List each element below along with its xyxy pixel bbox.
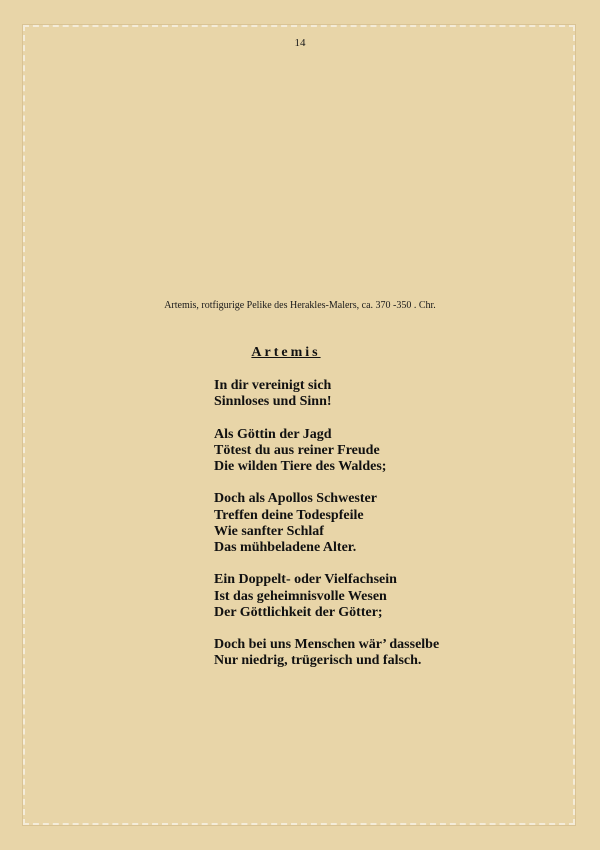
poem-line: Ist das geheimnisvolle Wesen xyxy=(214,588,387,604)
image-caption: Artemis, rotfigurige Pelike des Herakles-Malers, ca. 370 -350 . Chr. xyxy=(164,300,436,311)
poem-line: Die wilden Tiere des Waldes; xyxy=(214,459,387,474)
page-number: 14 xyxy=(294,37,306,49)
poem-line: Als Göttin der Jagd xyxy=(214,426,332,442)
poem-line: In dir vereinigt sich xyxy=(214,378,332,393)
poem-line: Tötest du aus reiner Freude xyxy=(214,442,380,458)
stanza xyxy=(214,378,439,410)
poem-line: Nur niedrig, trügerisch und falsch. xyxy=(214,653,422,669)
poem-line: Wie sanfter Schlaf xyxy=(214,523,324,539)
poem-line: Ein Doppelt- oder Vielfachsein xyxy=(214,572,397,588)
poem-line: Der Göttlichkeit der Götter; xyxy=(214,604,383,620)
stanza xyxy=(214,491,439,556)
stanza xyxy=(214,427,439,476)
poem-line: Doch als Apollos Schwester xyxy=(214,491,377,507)
stanza xyxy=(214,637,439,669)
poem-line: Sinnloses und Sinn! xyxy=(214,394,332,410)
poem-line: Treffen deine Todespfeile xyxy=(214,507,364,523)
stanza xyxy=(214,572,439,621)
poem-title: Artemis xyxy=(251,345,321,360)
poem-line: Doch bei uns Menschen wär’ dasselbe xyxy=(214,637,440,653)
poem-line: Das mühbeladene Alter. xyxy=(214,540,357,555)
poem-body xyxy=(214,378,439,686)
